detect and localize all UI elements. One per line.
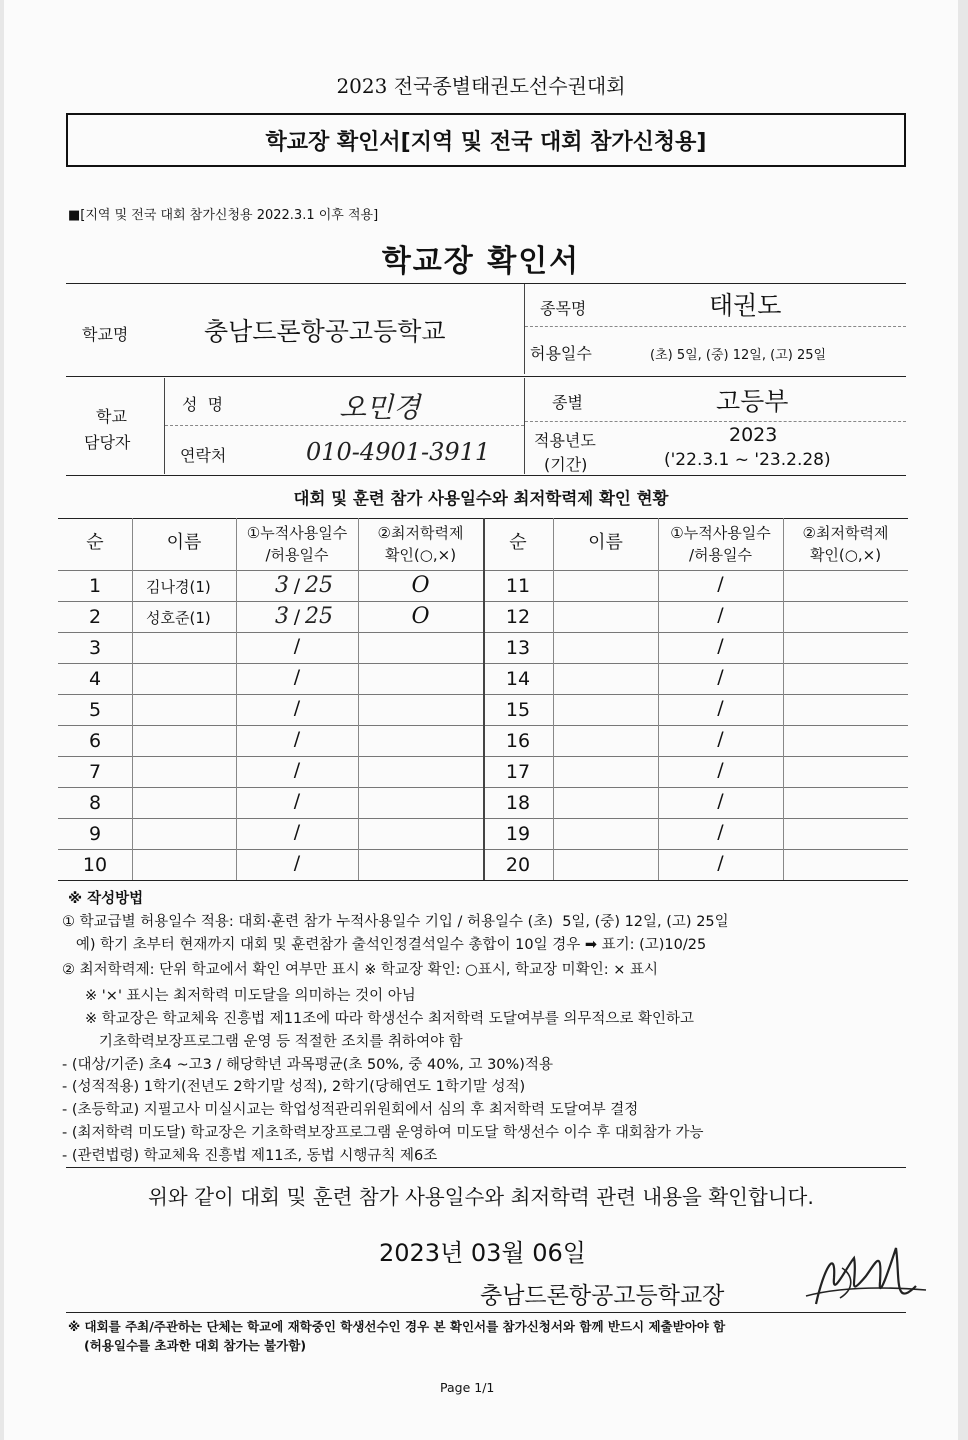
days-slash: / [293,759,301,781]
days-slash: / [293,697,301,719]
header-name [553,532,658,554]
days-value: (초) 5일, (중) 12일, (고) 25일 [650,348,827,363]
rule [66,1167,906,1168]
instruction-line: ① 학교급별 허용일수 적용: 대회·훈련 참가 누적사용일수 기입 / 허용일수 (초) 5일, (중) 12일, (고) 25일 [62,914,729,930]
table-col-divider [783,518,784,880]
instruction-line: ② 최저학력제: 단위 학교에서 확인 여부만 표시 ※ 학교장 확인: ○표시, 학교장 미확인: × 표시 [62,962,658,978]
school-name-value: 충남드론항공고등학교 [204,317,446,346]
days-cell [236,573,358,598]
instruction-line: - (대상/기준) 초4 ~고3 / 해당학년 과목평균(초 50%, 중 40%, 고 30%)적용 [62,1057,553,1073]
days-slash: / [717,697,724,719]
document-page [4,0,958,1440]
header-no [58,532,132,554]
header-grade [783,522,908,566]
days-cell [236,666,358,688]
days-slash: / [293,728,301,750]
days-slash: / [717,604,724,626]
header-grade-line: 확인(○,×) [809,546,882,564]
days-slash: / [717,790,724,812]
days-cell [236,635,358,657]
row-number: 17 [505,761,531,783]
header-days-line: /허용일수 [265,546,329,564]
days-slash: / [717,573,724,595]
header-no-line: 순 [86,532,104,553]
manager-name-value: 오민경 [339,391,421,424]
form-title-box [66,113,906,167]
applicability-note: ■[지역 및 전국 대회 참가신청용 2022.3.1 이후 적용] [68,208,379,223]
rule [525,421,906,422]
header-grade [358,522,483,566]
rule [66,475,906,476]
days-slash: / [293,606,301,628]
days-cell [236,790,358,812]
days-label: 허용일수 [530,344,592,363]
header-no [483,532,553,554]
event-label: 종목명 [540,299,587,318]
row-number: 20 [505,854,531,876]
table-caption: 대회 및 훈련 참가 사용일수와 최저학력제 확인 현황 [293,489,669,508]
row-number: 19 [505,823,531,845]
footer-note-2: (허용일수를 초과한 대회 참가는 불가함) [84,1338,307,1353]
rule [66,1312,906,1313]
row-number: 2 [88,606,102,628]
page-number: Page 1/1 [440,1380,495,1395]
row-number: 3 [88,637,102,659]
header-grade-line: ②최저학력제 [802,524,889,542]
footer-note-1: ※ 대회를 주최/주관하는 단체는 학교에 재학중인 학생선수인 경우 본 확인서를 참가신청서와 함께 반드시 제출받아야 함 [68,1319,726,1334]
header-no-line: 순 [509,532,527,553]
year-label-top: 적용년도 [534,431,596,450]
row-number: 10 [82,854,108,876]
rule [525,326,906,327]
year-value: 2023 [729,424,778,446]
days-used: 3 [275,573,289,598]
days-slash: / [293,575,301,597]
instructions-heading: ※ 작성방법 [68,891,144,907]
days-slash: / [717,635,724,657]
table-col-divider [553,518,554,880]
header-days-line: /허용일수 [688,546,752,564]
days-cell [236,852,358,874]
row-number: 11 [505,575,531,597]
year-label-bottom: (기간) [544,455,588,474]
header-grade-line: 확인(○,×) [384,546,457,564]
days-slash: / [293,821,301,843]
document-title: 학교장 확인서 [381,244,581,279]
divider [164,378,165,474]
manager-label-bottom: 담당자 [84,433,131,452]
header-name-line: 이름 [166,532,202,553]
days-slash: / [717,759,724,781]
days-allowed: 25 [305,573,333,598]
divider [524,378,525,474]
instruction-line: 기초학력보장프로그램 운영 등 적절한 조치를 취하여야 함 [62,1034,463,1050]
student-name: 성호준(1) [146,609,211,627]
row-number: 4 [88,668,102,690]
division-value: 고등부 [716,387,789,416]
event-value: 태권도 [709,291,782,320]
contact-value: 010-4901-3911 [306,438,491,466]
table-col-divider [132,518,133,880]
days-slash: / [293,790,301,812]
divider [524,284,525,374]
row-number: 13 [505,637,531,659]
row-number: 8 [88,792,102,814]
header-days [658,522,783,566]
row-number: 7 [88,761,102,783]
rule [66,283,906,284]
contact-label: 연락처 [180,446,227,465]
days-used: 3 [275,604,289,629]
days-slash: / [293,635,301,657]
grade-check: O [411,573,430,598]
principal-name: 충남드론항공고등학교장 [480,1283,725,1309]
header-name [132,532,236,554]
days-slash: / [293,666,301,688]
manager-name-label: 성 명 [182,395,224,414]
days-cell [236,821,358,843]
student-name: 김나경(1) [146,578,211,596]
rule [66,376,906,377]
period-value: ('22.3.1 ~ '23.2.28) [664,450,831,470]
instruction-line: - (초등학교) 지필고사 미실시교는 학업성적관리위원회에서 심의 후 최저학력 도달여부 결정 [62,1102,639,1118]
confirmation-statement: 위와 같이 대회 및 훈련 참가 사용일수와 최저학력 관련 내용을 확인합니다. [148,1185,814,1209]
header-days [236,522,358,566]
days-slash: / [717,728,724,750]
instruction-line: 예) 학기 초부터 현재까지 대회 및 훈련참가 출석인정결석일수 총합이 10일 경우 ➡ 표기: (고)10/25 [62,937,707,953]
row-number: 18 [505,792,531,814]
days-cell [236,759,358,781]
form-title: 학교장 확인서[지역 및 전국 대회 참가신청용] [265,129,707,155]
grade-check: O [411,604,430,629]
days-slash: / [717,852,724,874]
days-slash: / [293,852,301,874]
event-title: 2023 전국종별태권도선수권대회 [336,74,626,98]
row-number: 15 [505,699,531,721]
instruction-line: ※ 학교장은 학교체육 진흥법 제11조에 따라 학생선수 최저학력 도달여부를 의무적으로 확인하고 [62,1011,694,1027]
row-number: 16 [505,730,531,752]
instruction-line: - (최저학력 미도달) 학교장은 기초학력보장프로그램 운영하여 미도달 학생선수 이수 후 대회참가 가능 [62,1125,704,1141]
days-slash: / [717,821,724,843]
instruction-line: ※ '×' 표시는 최저학력 미도달을 의미하는 것이 아님 [62,988,416,1004]
header-days-line: ①누적사용일수 [246,524,348,542]
principal-signature [796,1238,936,1318]
usage-table [58,518,908,880]
header-grade-line: ②최저학력제 [377,524,464,542]
days-slash: / [717,666,724,688]
row-number: 5 [88,699,102,721]
row-number: 1 [88,575,102,597]
table-rule [58,880,908,881]
row-number: 12 [505,606,531,628]
days-allowed: 25 [305,604,333,629]
rule [165,425,524,426]
row-number: 14 [505,668,531,690]
signing-date: 2023년 03월 06일 [379,1239,586,1267]
instruction-line: - (관련법령) 학교체육 진흥법 제11조, 동법 시행규칙 제6조 [62,1148,438,1164]
manager-label-top: 학교 [96,407,127,426]
days-cell [236,697,358,719]
days-cell [236,604,358,629]
header-name-line: 이름 [588,532,623,553]
row-number: 9 [88,823,102,845]
row-number: 6 [88,730,102,752]
days-cell [236,728,358,750]
school-name-label: 학교명 [82,325,129,344]
division-label: 종별 [552,393,583,412]
header-days-line: ①누적사용일수 [670,524,771,542]
instruction-line: - (성적적용) 1학기(전년도 2학기말 성적), 2학기(당해연도 1학기말 성적) [62,1079,526,1095]
